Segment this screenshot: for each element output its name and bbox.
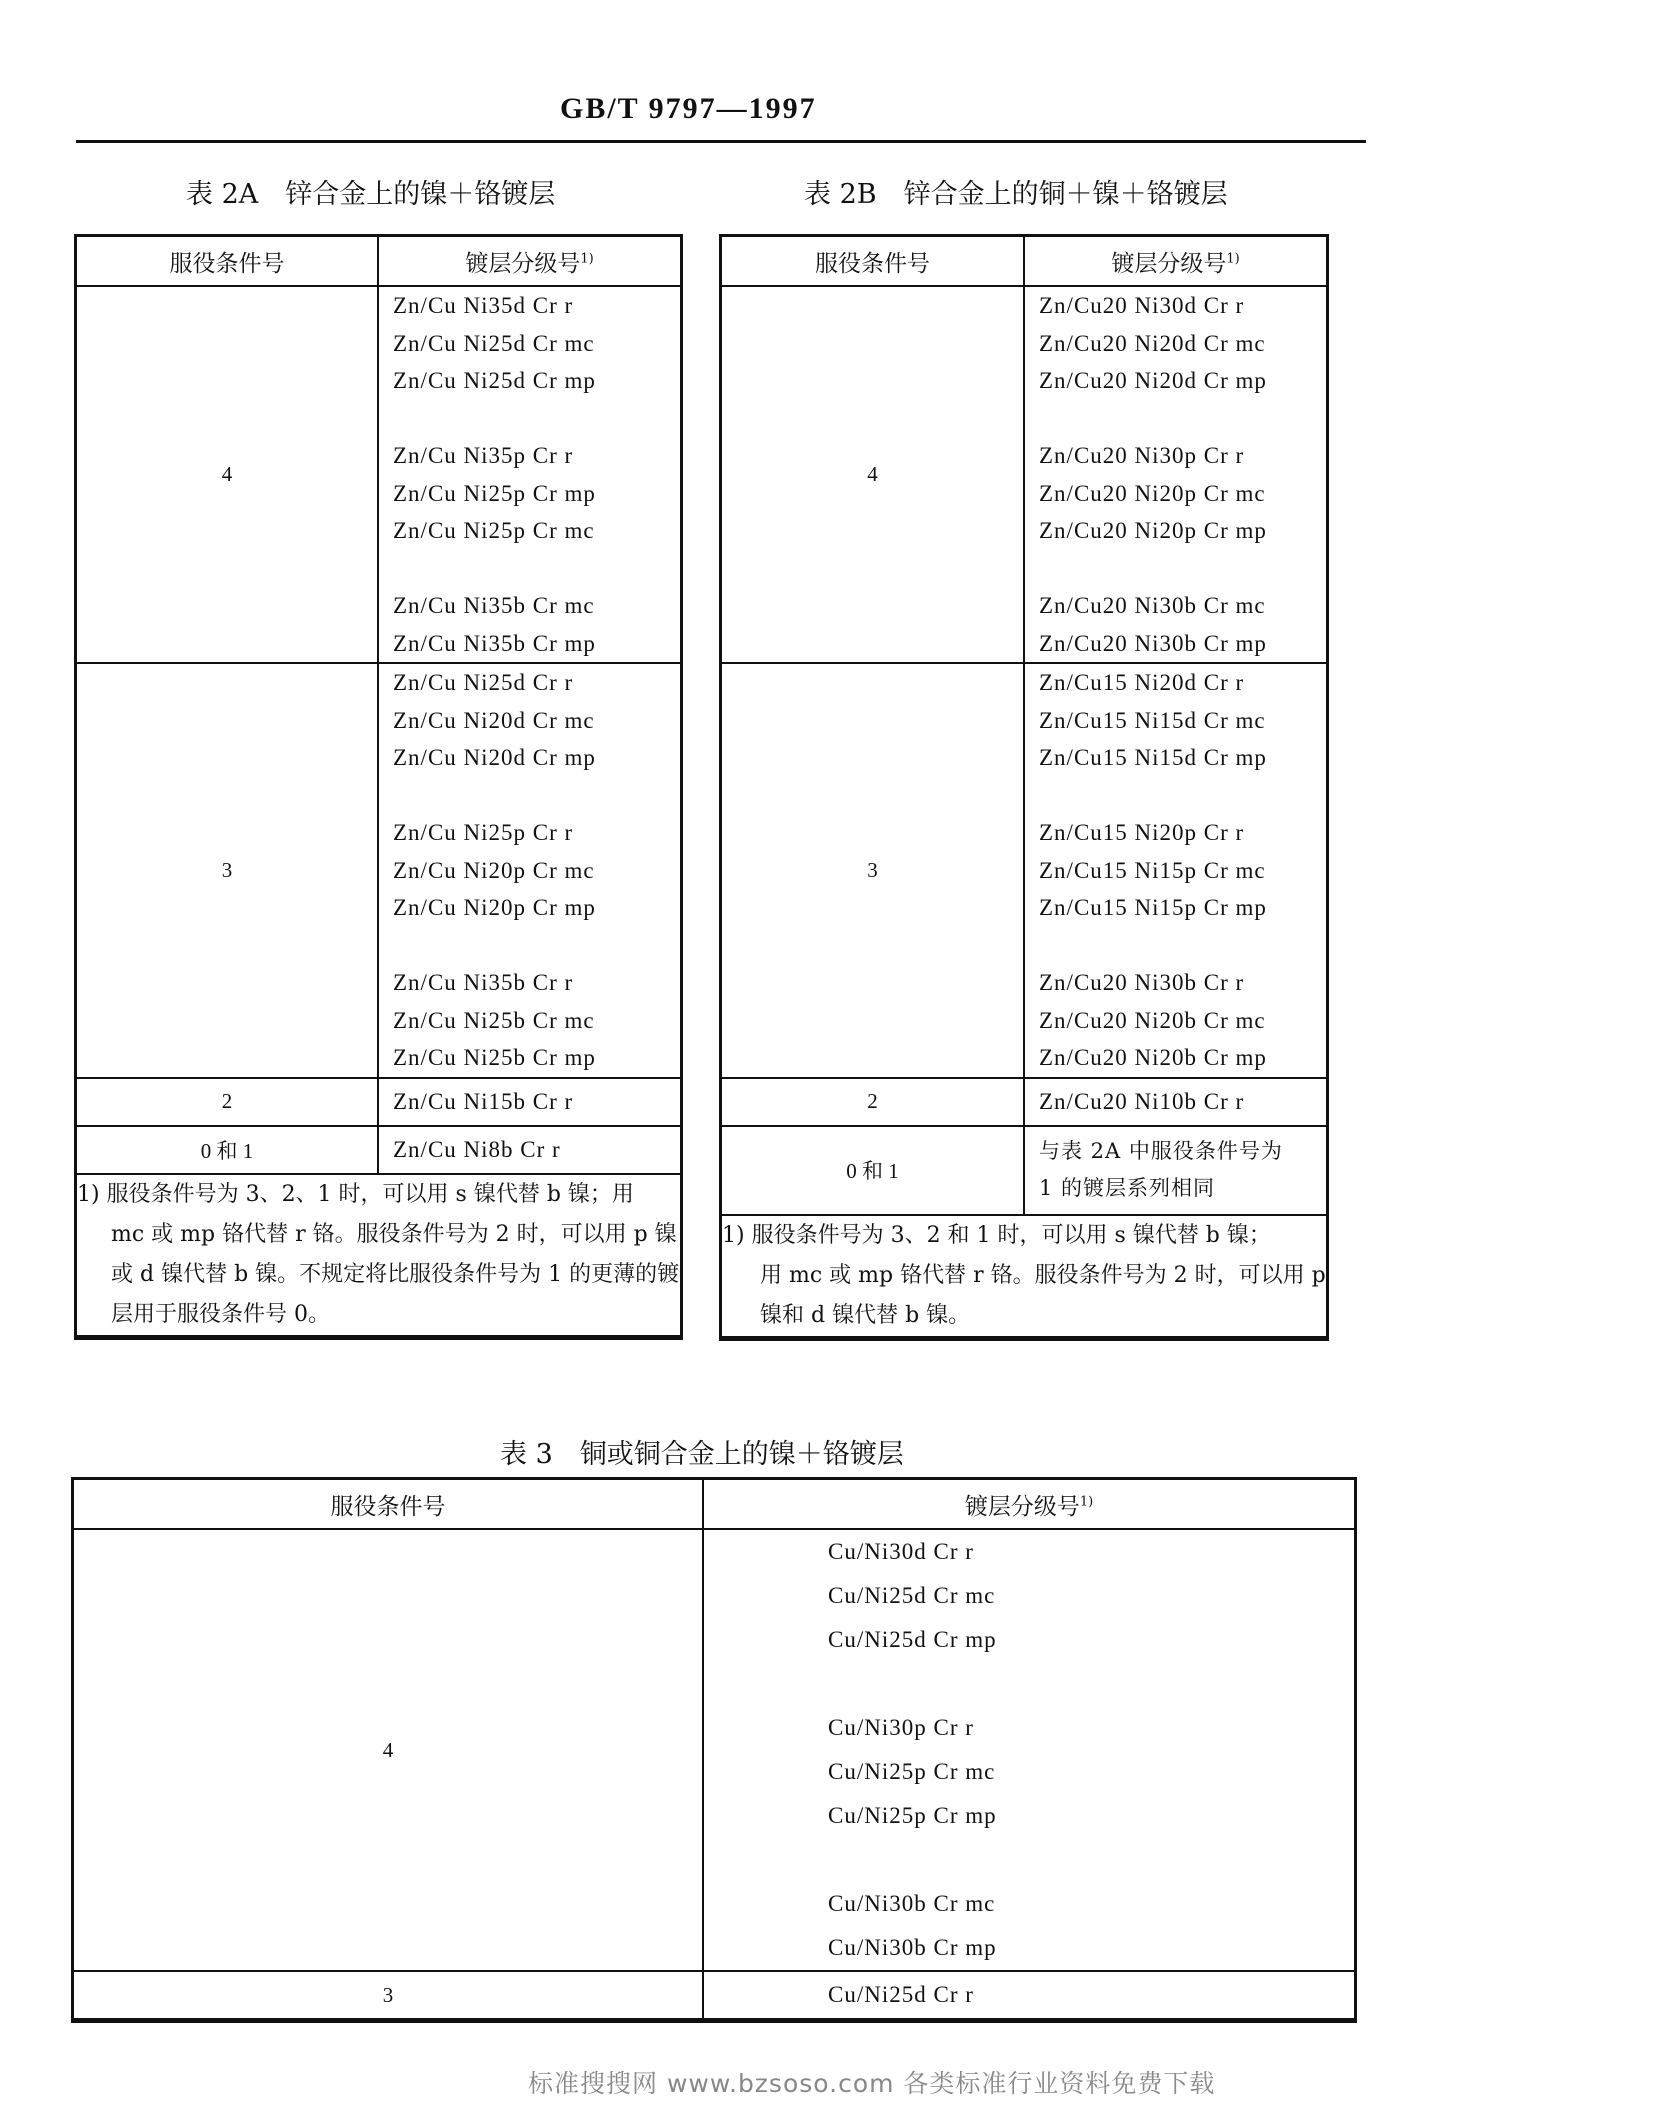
condition-cell: 4	[74, 1529, 703, 1971]
code-line: Zn/Cu Ni25p Cr mp	[393, 480, 596, 506]
table-row	[74, 1971, 1354, 2019]
table-row	[74, 1529, 1354, 1971]
table-3-header-condition: 服役条件号	[74, 1480, 703, 1529]
code-line: Zn/Cu Ni35b Cr mp	[393, 630, 596, 656]
code-line: Zn/Cu Ni25p Cr mc	[393, 518, 595, 543]
code-line: Zn/Cu Ni20p Cr mp	[393, 895, 596, 920]
code-line: Zn/Cu Ni35p Cr r	[393, 443, 574, 468]
table-row	[722, 663, 1326, 1078]
header-rule	[76, 140, 1366, 143]
condition-cell: 4	[722, 286, 1024, 663]
code-line: Zn/Cu15 Ni15p Cr mc	[1039, 857, 1266, 883]
table-2a-caption: 表 2A 锌合金上的镍＋铬镀层	[186, 179, 556, 210]
table-2a-footnote: 1) 服役条件号为 3、2、1 时，可以用 s 镍代替 b 镍；用 mc 或 mp 铬代替 r 铬。服役条件号为 2 时，可以用 p 镍或 d 镍代替 b 镍。不规定将比服役条件号为 1 的更薄的镀层用于服役条件号 0。	[77, 1174, 680, 1336]
code-line: Zn/Cu Ni25d Cr mc	[393, 330, 595, 356]
code-line: Zn/Cu20 Ni30d Cr r	[1039, 293, 1245, 318]
code-line: Zn/Cu15 Ni15d Cr mp	[1039, 745, 1267, 770]
code-line: Zn/Cu15 Ni20p Cr r	[1039, 820, 1245, 845]
code-list	[1024, 286, 1326, 663]
table-2a	[74, 234, 683, 1340]
code-line: Zn/Cu20 Ni20p Cr mc	[1039, 480, 1266, 506]
code-line: Zn/Cu20 Ni30b Cr mp	[1039, 630, 1267, 656]
table-2b-header-code: 镀层分级号$^{1)}$	[1024, 237, 1326, 286]
code-list	[378, 286, 680, 663]
table-row	[77, 286, 680, 663]
code-line: Zn/Cu15 Ni15p Cr mp	[1039, 895, 1267, 920]
table-3	[71, 1477, 1357, 2023]
condition-cell: 3	[722, 663, 1024, 1078]
table-row	[722, 1078, 1326, 1126]
code-line: Zn/Cu20 Ni30p Cr r	[1039, 443, 1245, 468]
code-line: Zn/Cu Ni20d Cr mc	[393, 707, 595, 733]
code-line: Cu/Ni25p Cr mc	[828, 1759, 996, 1784]
code-line: Zn/Cu Ni25b Cr mc	[393, 1007, 595, 1033]
code-line: Zn/Cu20 Ni30b Cr r	[1039, 970, 1245, 995]
table-3-caption: 表 3 铜或铜合金上的镍＋铬镀层	[500, 1439, 904, 1470]
code-line: Cu/Ni30b Cr mp	[828, 1935, 997, 1960]
code-line: Cu/Ni30b Cr mc	[828, 1891, 996, 1916]
code-list	[703, 1529, 1354, 1971]
table-2b-header-condition: 服役条件号	[722, 237, 1024, 286]
code-line: Zn/Cu Ni25d Cr r	[393, 670, 574, 695]
code-line: Zn/Cu Ni35b Cr r	[393, 970, 574, 995]
code-list	[1024, 663, 1326, 1078]
code-line: Zn/Cu20 Ni20p Cr mp	[1039, 518, 1267, 543]
watermark-footer: 标准搜搜网 www.bzsoso.com 各类标准行业资料免费下载	[528, 2069, 1216, 2098]
code-line: Zn/Cu20 Ni30b Cr mc	[1039, 593, 1266, 618]
code-line: Zn/Cu20 Ni20d Cr mp	[1039, 368, 1267, 393]
table-row	[722, 1126, 1326, 1215]
condition-cell: 0 和 1	[722, 1126, 1024, 1215]
code-line: Zn/Cu Ni25p Cr r	[393, 820, 574, 845]
code-line: Cu/Ni25d Cr mc	[828, 1583, 996, 1608]
condition-cell: 3	[74, 1971, 703, 2019]
table-2b-caption: 表 2B 锌合金上的铜＋镍＋铬镀层	[804, 179, 1228, 210]
table-row	[77, 663, 680, 1078]
code-line: Zn/Cu15 Ni15d Cr mc	[1039, 707, 1266, 733]
code-cell: Zn/Cu Ni15b Cr r	[378, 1078, 680, 1126]
code-line: Cu/Ni25d Cr mp	[828, 1627, 997, 1652]
code-line: Zn/Cu Ni25b Cr mp	[393, 1045, 596, 1070]
condition-cell: 3	[77, 663, 378, 1078]
code-line: Zn/Cu15 Ni20d Cr r	[1039, 670, 1245, 695]
table-row	[77, 1126, 680, 1174]
code-line: Zn/Cu20 Ni20b Cr mc	[1039, 1007, 1266, 1033]
code-line: Zn/Cu Ni20d Cr mp	[393, 745, 596, 770]
code-line: Zn/Cu20 Ni20d Cr mc	[1039, 330, 1266, 356]
table-3-header-code: 镀层分级号$^{1)}$	[703, 1480, 1354, 1529]
condition-cell: 2	[722, 1078, 1024, 1126]
document-standard-number: GB/T 9797—1997	[560, 92, 817, 125]
code-line: Cu/Ni30p Cr r	[828, 1715, 974, 1740]
code-line: Zn/Cu Ni35b Cr mc	[393, 593, 595, 618]
code-list	[378, 663, 680, 1078]
table-2b	[719, 234, 1329, 1341]
code-cell: Zn/Cu Ni8b Cr r	[378, 1126, 680, 1174]
table-2a-header-condition: 服役条件号	[77, 237, 378, 286]
condition-cell: 2	[77, 1078, 378, 1126]
code-line: Zn/Cu Ni25d Cr mp	[393, 368, 596, 393]
code-line: Cu/Ni25p Cr mp	[828, 1803, 997, 1828]
condition-cell: 4	[77, 286, 378, 663]
code-line: Cu/Ni30d Cr r	[828, 1539, 974, 1564]
table-row	[722, 286, 1326, 663]
code-cell: Cu/Ni25d Cr r	[703, 1971, 1354, 2019]
code-line: Zn/Cu Ni20p Cr mc	[393, 857, 595, 883]
table-row	[77, 1078, 680, 1126]
code-cell: 与表 2A 中服役条件号为 1 的镀层系列相同	[1024, 1126, 1326, 1215]
table-2a-header-code: 镀层分级号$^{1)}$	[378, 237, 680, 286]
table-2b-footnote: 1) 服役条件号为 3、2 和 1 时，可以用 s 镍代替 b 镍； 用 mc 或 mp 铬代替 r 铬。服役条件号为 2 时，可以用 p 镍和 d 镍代替 b 镍。	[722, 1215, 1326, 1337]
code-line: Zn/Cu20 Ni20b Cr mp	[1039, 1045, 1267, 1070]
code-line: Zn/Cu Ni35d Cr r	[393, 293, 574, 318]
code-cell: Zn/Cu20 Ni10b Cr r	[1024, 1078, 1326, 1126]
condition-cell: 0 和 1	[77, 1126, 378, 1174]
